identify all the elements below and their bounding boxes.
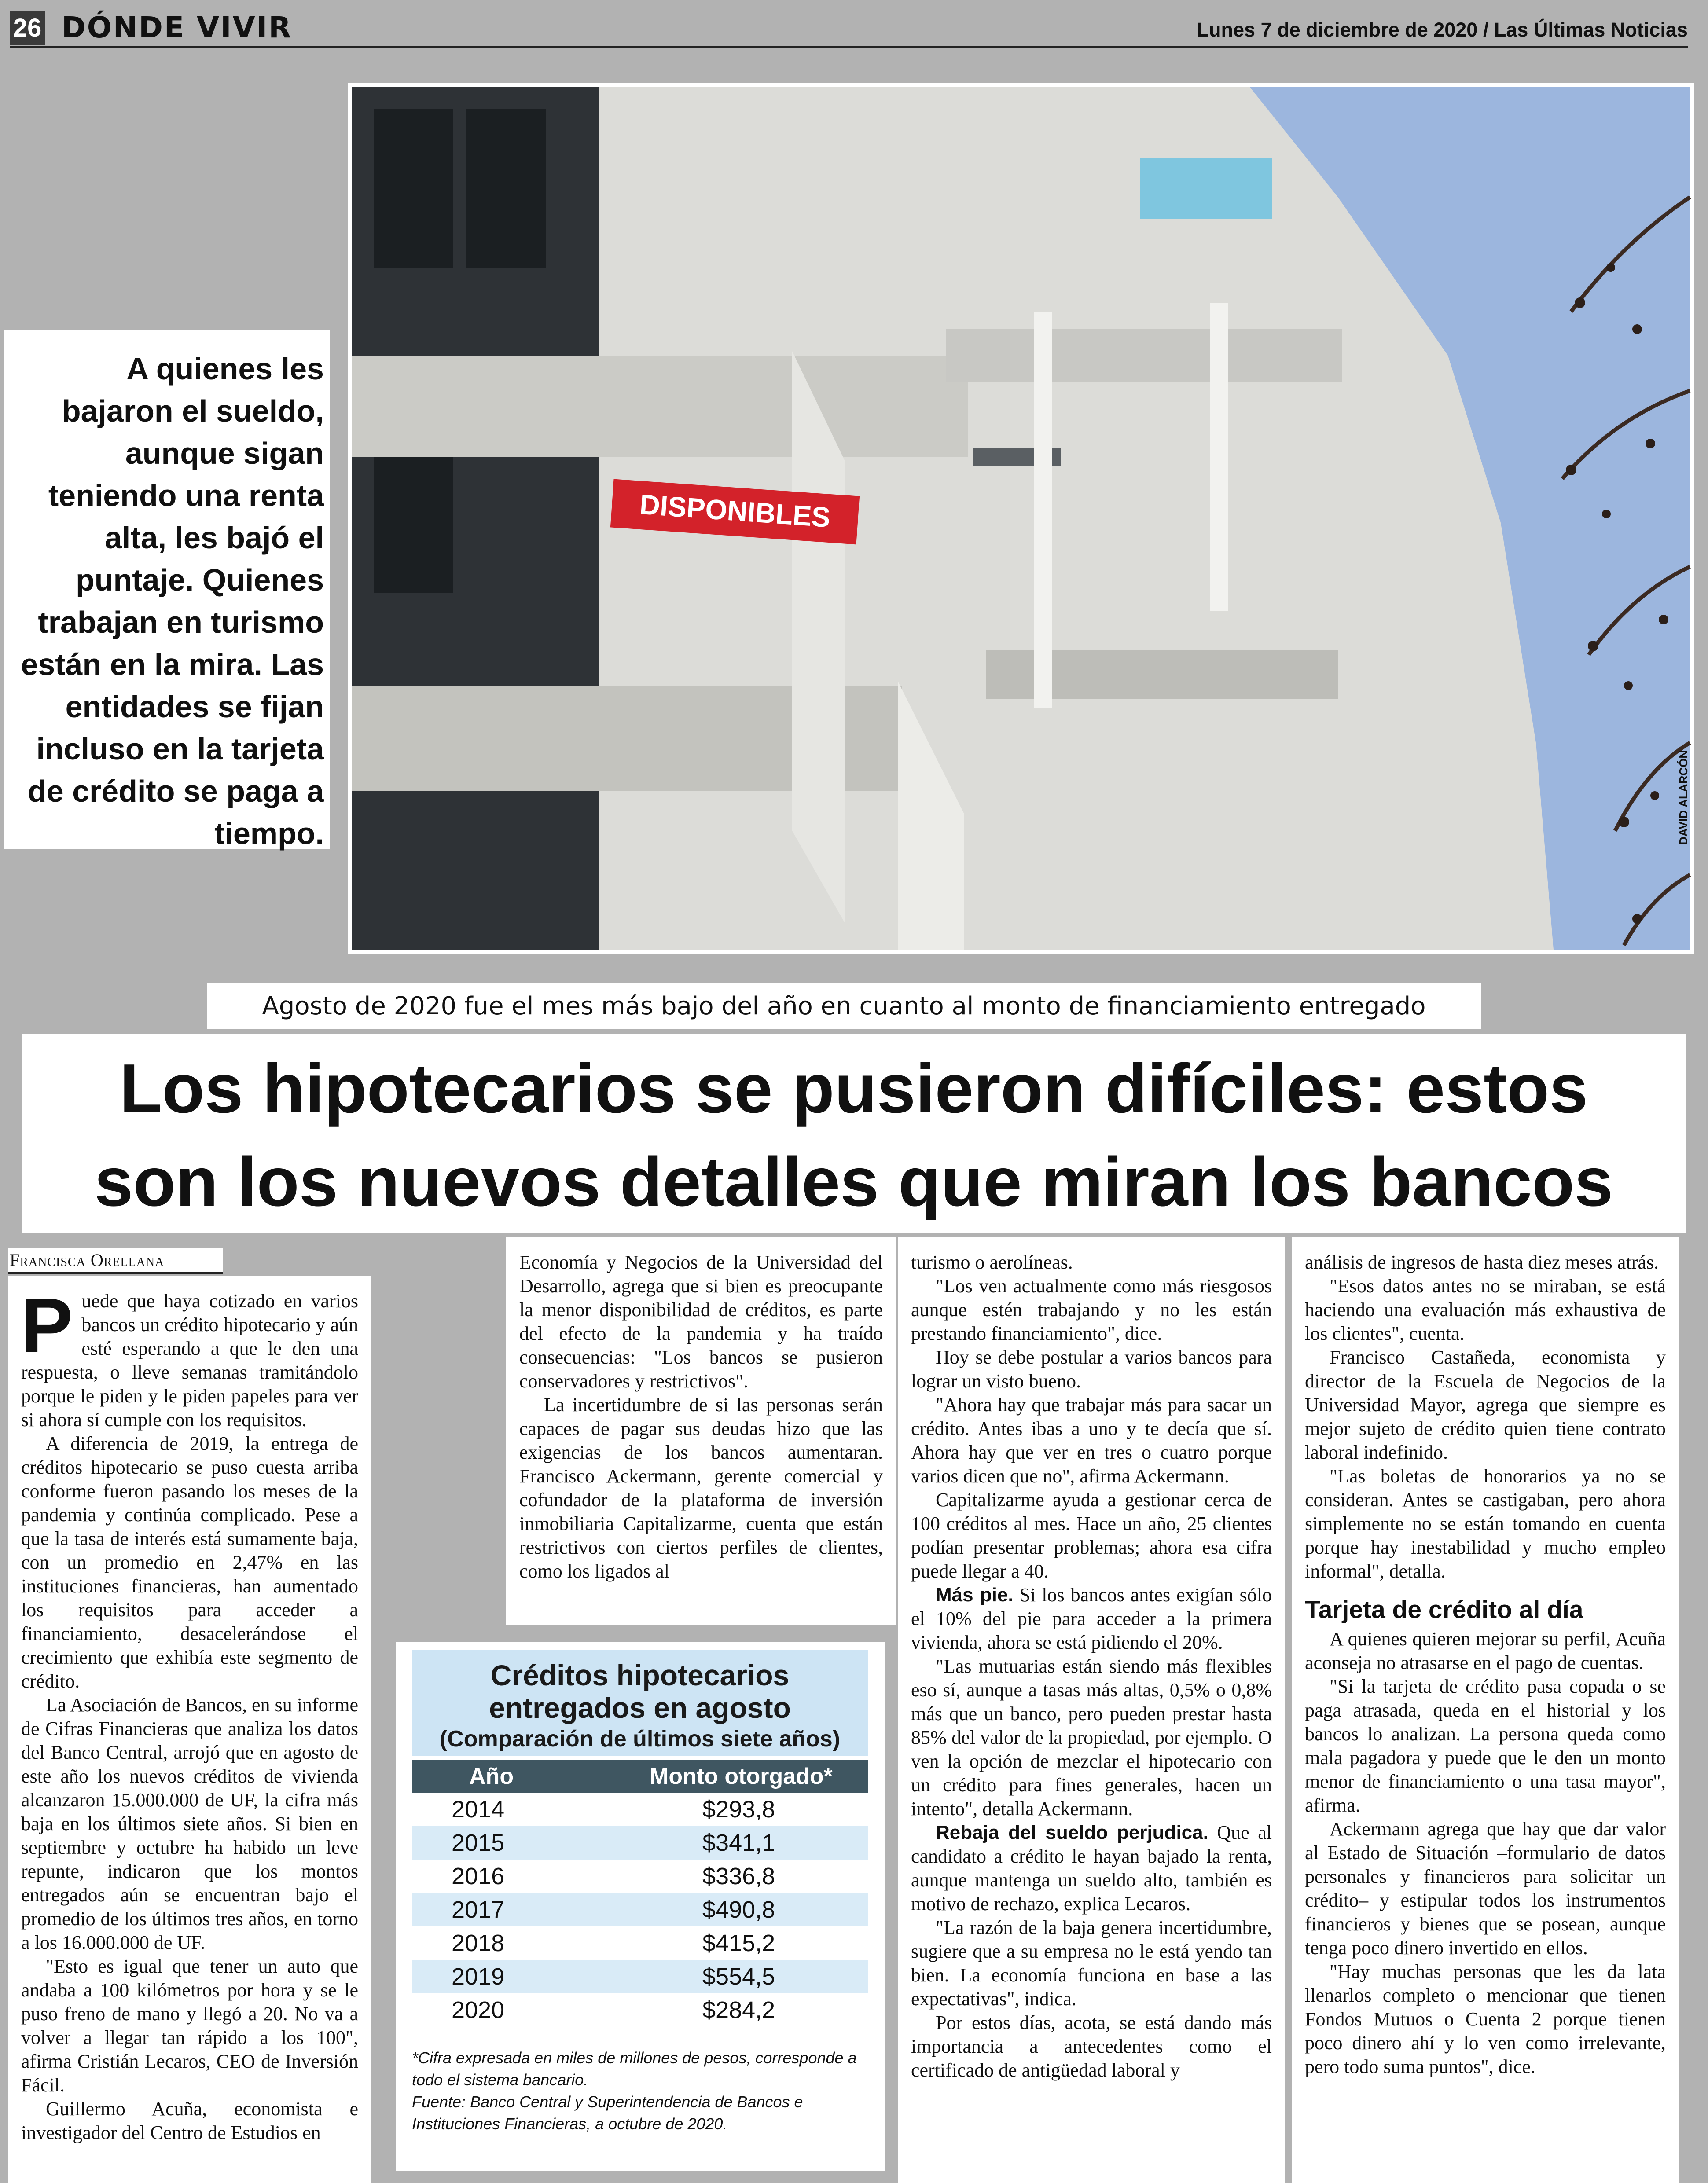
- table-row: [412, 1960, 868, 1993]
- paragraph: [911, 1821, 1272, 1916]
- article-column-3: [898, 1237, 1285, 2183]
- paragraph: [911, 1583, 1272, 1655]
- headline: [22, 1034, 1686, 1233]
- paragraph: La Asociación de Bancos, en su informe de Cifras Financieras que analiza los datos del Banco Central, arrojó que en agosto de este año los nuevos créditos de vivienda alcanzaron 15.000.000 de UF, la cifra más baja en los últimos siete años. Si bien en septiembre y octubre ha habido un leve repunte, indicaron que los montos entregados aún se encuentran bajo el promedio de los últimos tres años, en torno a los 16.000.000 de UF.: [21, 1694, 358, 1953]
- table-subtitle: (Comparación de últimos siete años): [439, 1726, 841, 1752]
- table-row: [412, 1860, 868, 1893]
- kicker: Agosto de 2020 fue el mes más bajo del año en cuanto al monto de financiamiento entregado: [207, 983, 1481, 1029]
- paragraph: "Esos datos antes no se miraban, se está haciendo una evaluación más exhaustiva de los clientes", cuenta.: [1305, 1275, 1666, 1344]
- pull-quote: A quienes les bajaron el sueldo, aunque sigan teniendo una renta alta, les bajó el puntaje. Quienes trabajan en turismo están en la mira. Las entidades se fijan incluso en la tarjeta de crédito se paga a tiempo.: [4, 330, 330, 849]
- subheading: Tarjeta de crédito al día: [1305, 1596, 1583, 1624]
- page-header: [0, 0, 1708, 51]
- building-illustration: [348, 83, 1694, 954]
- paragraph: uede que haya cotizado en varios bancos un crédito hipotecario y aún esté esperando a que le den una respuesta, o lleve semanas tramitándolo porque le piden y le piden papeles para ver si ahora sí cumple con los requisitos.: [21, 1290, 358, 1431]
- credits-table: [396, 1642, 885, 2171]
- paragraph: "Las mutuarias están siendo más flexibles eso sí, aunque a tasas más altas, 0,5% o 0,8% más que un banco, pero pueden prestar hasta 85% del valor de la propiedad, por ejemplo. O ven la opción de mezclar el hipotecario con un crédito para fines generales, hacen un intento", detalla Ackermann.: [911, 1655, 1272, 1820]
- byline: Francisca Orellana: [8, 1248, 223, 1274]
- table-source: Fuente: Banco Central y Superintendencia de Bancos e Instituciones Financieras, a octubre de 2020.: [412, 2093, 803, 2133]
- row-year: 2015: [452, 1830, 505, 1856]
- paragraph: A quienes quieren mejorar su perfil, Acuña aconseja no atrasarse en el pago de cuentas.: [1305, 1628, 1666, 1673]
- table-row: [412, 1826, 868, 1860]
- table-title-line-2: entregados en agosto: [489, 1691, 791, 1724]
- headline-line-1: Los hipotecarios se pusieron difíciles: estos: [119, 1050, 1588, 1127]
- header-rule: [10, 46, 1688, 48]
- paragraph: "Los ven actualmente como más riesgosos aunque estén trabajando y no les están prestando financiamiento", dice.: [911, 1275, 1272, 1344]
- paragraph: "Ahora hay que trabajar más para sacar un crédito. Antes ibas a uno y te decía que sí. Ahora hay que ver en tres o cuatro porque varios dicen que no", afirma Ackermann.: [911, 1394, 1272, 1487]
- paragraph: La incertidumbre de si las personas serán capaces de pagar sus deudas hizo que las exigencias de los bancos aumentaran. Francisco Ackermann, gerente comercial y cofundador de la plataforma de inversión inmobiliaria Capitalizarme, cuenta que están restrictivos con ciertos perfiles de clientes, como los ligados al: [519, 1394, 883, 1582]
- table-row: [412, 1993, 868, 2027]
- row-amount: $341,1: [702, 1830, 775, 1856]
- table-row: [412, 1893, 868, 1926]
- section-title: DÓNDE VIVIR: [62, 11, 293, 44]
- lead-in: Más pie.: [936, 1584, 1014, 1606]
- paragraph: Capitalizarme ayuda a gestionar cerca de 100 créditos al mes. Hace un año, 25 clientes podían presentar problemas; ahora esa cifra puede llegar a 40.: [911, 1489, 1272, 1582]
- table-row: [412, 1793, 868, 1826]
- article-column-1: [8, 1276, 371, 2183]
- paragraph: "La razón de la baja genera incertidumbre, sugiere que a su empresa no le está yendo tan bien. La economía funciona en base a las expectativas", indica.: [911, 1917, 1272, 2010]
- page-number: 26: [10, 11, 45, 45]
- row-year: 2014: [452, 1796, 505, 1823]
- row-amount: $293,8: [702, 1796, 775, 1823]
- paragraph: "Las boletas de honorarios ya no se consideran. Antes se castigaban, pero ahora simplemente no se están tomando en cuenta porque hay inestabilidad y mucho empleo informal", detalla.: [1305, 1465, 1666, 1582]
- row-year: 2019: [452, 1963, 505, 1990]
- row-year: 2018: [452, 1930, 505, 1956]
- table-title: [412, 1650, 868, 1756]
- dateline: Lunes 7 de diciembre de 2020 / Las Últimas Noticias: [1197, 18, 1688, 41]
- row-amount: $490,8: [702, 1897, 775, 1923]
- paragraph: turismo o aerolíneas.: [911, 1251, 1073, 1273]
- row-amount: $415,2: [702, 1930, 775, 1956]
- lead-in: Rebaja del sueldo perjudica.: [936, 1822, 1208, 1843]
- paragraph: A diferencia de 2019, la entrega de créditos hipotecario se puso cuesta arriba conforme fueron pasando los meses de la pandemia y continúa complicado. Pese a que la tasa de interés está sumamente baja, con un promedio en 2,47% en las instituciones financieras, han aumentado los requisitos para acceder a financiamiento, desacelerándose el crecimiento que exhibía este segmento de crédito.: [21, 1433, 358, 1692]
- article-column-4: [1292, 1237, 1679, 2183]
- photo-credit: DAVID ALARCÓN: [1677, 750, 1690, 845]
- row-amount: $284,2: [702, 1997, 775, 2023]
- row-amount: $336,8: [702, 1863, 775, 1889]
- paragraph-text: Que al candidato a crédito le hayan bajado la renta, aunque mantenga un sueldo alto, también es motivo de rechazo, explica Lecaros.: [911, 1822, 1272, 1915]
- table-notes: [412, 2047, 868, 2135]
- paragraph: "Si la tarjeta de crédito pasa copada o se paga atrasada, queda en el historial y los bancos lo analizan. La persona queda como mala pagadora y puede que le den un monto menor de financiamiento o una tasa mayor", afirma.: [1305, 1676, 1666, 1816]
- paragraph: Por estos días, acota, se está dando más importancia a antecedentes como el certificado de antigüedad laboral y: [911, 2012, 1272, 2081]
- row-amount: $554,5: [702, 1963, 775, 1990]
- article-photo: [348, 83, 1694, 954]
- row-year: 2020: [452, 1997, 505, 2023]
- paragraph: Francisco Castañeda, economista y director de la Escuela de Negocios de la Universidad Mayor, agrega que siempre es mejor sujeto de crédito quien tiene contrato laboral indefinido.: [1305, 1346, 1666, 1463]
- paragraph: análisis de ingresos de hasta diez meses atrás.: [1305, 1251, 1659, 1273]
- paragraph: "Hay muchas personas que les da lata llenarlos completo o mencionar que tienen Fondos Mutuos o Cuenta 2 porque tienen poco dinero ahí y lo ven como irrelevante, pero todo suma puntos", dice.: [1305, 1961, 1666, 2077]
- header-amount: Monto otorgado*: [650, 1764, 833, 1789]
- paragraph-text: Si los bancos antes exigían sólo el 10% del pie para acceder a la primera vivienda, ahora se está pidiendo el 20%.: [911, 1584, 1272, 1653]
- article-column-2: [506, 1237, 896, 1625]
- table-row: [412, 1926, 868, 1960]
- paragraph: "Esto es igual que tener un auto que andaba a 100 kilómetros por hora y se le puso freno de mano y llegó a 20. No va a volver a llegar tan rápido a los 100", afirma Cristián Lecaros, CEO de Inversión Fácil.: [21, 1956, 358, 2096]
- banner-text: DISPONIBLES: [639, 488, 832, 534]
- paragraph: Economía y Negocios de la Universidad del Desarrollo, agrega que si bien es preocupante la menor disponibilidad de créditos, es parte del efecto de la pandemia y ha traído consecuencias: "Los bancos se pusieron conservadores y restrictivos".: [519, 1251, 883, 1392]
- headline-line-2: son los nuevos detalles que miran los bancos: [94, 1143, 1613, 1221]
- row-year: 2017: [452, 1897, 505, 1923]
- header-year: Año: [469, 1764, 514, 1789]
- table-title-line-1: Créditos hipotecarios: [490, 1659, 790, 1691]
- row-year: 2016: [452, 1863, 505, 1889]
- table-note: *Cifra expresada en miles de millones de pesos, corresponde a todo el sistema bancario.: [412, 2049, 857, 2089]
- paragraph: Guillermo Acuña, economista e investigador del Centro de Estudios en: [21, 2098, 358, 2143]
- paragraph: Hoy se debe postular a varios bancos para lograr un visto bueno.: [911, 1346, 1272, 1392]
- table-header: [412, 1760, 868, 1793]
- paragraph: Ackermann agrega que hay que dar valor al Estado de Situación –formulario de datos personales y financieros para solicitar un crédito– y estipular todos los instrumentos financieros y bienes que se posean, aunque tenga poco dinero invertido en ellos.: [1305, 1818, 1666, 1959]
- drop-cap: P: [21, 1283, 73, 1369]
